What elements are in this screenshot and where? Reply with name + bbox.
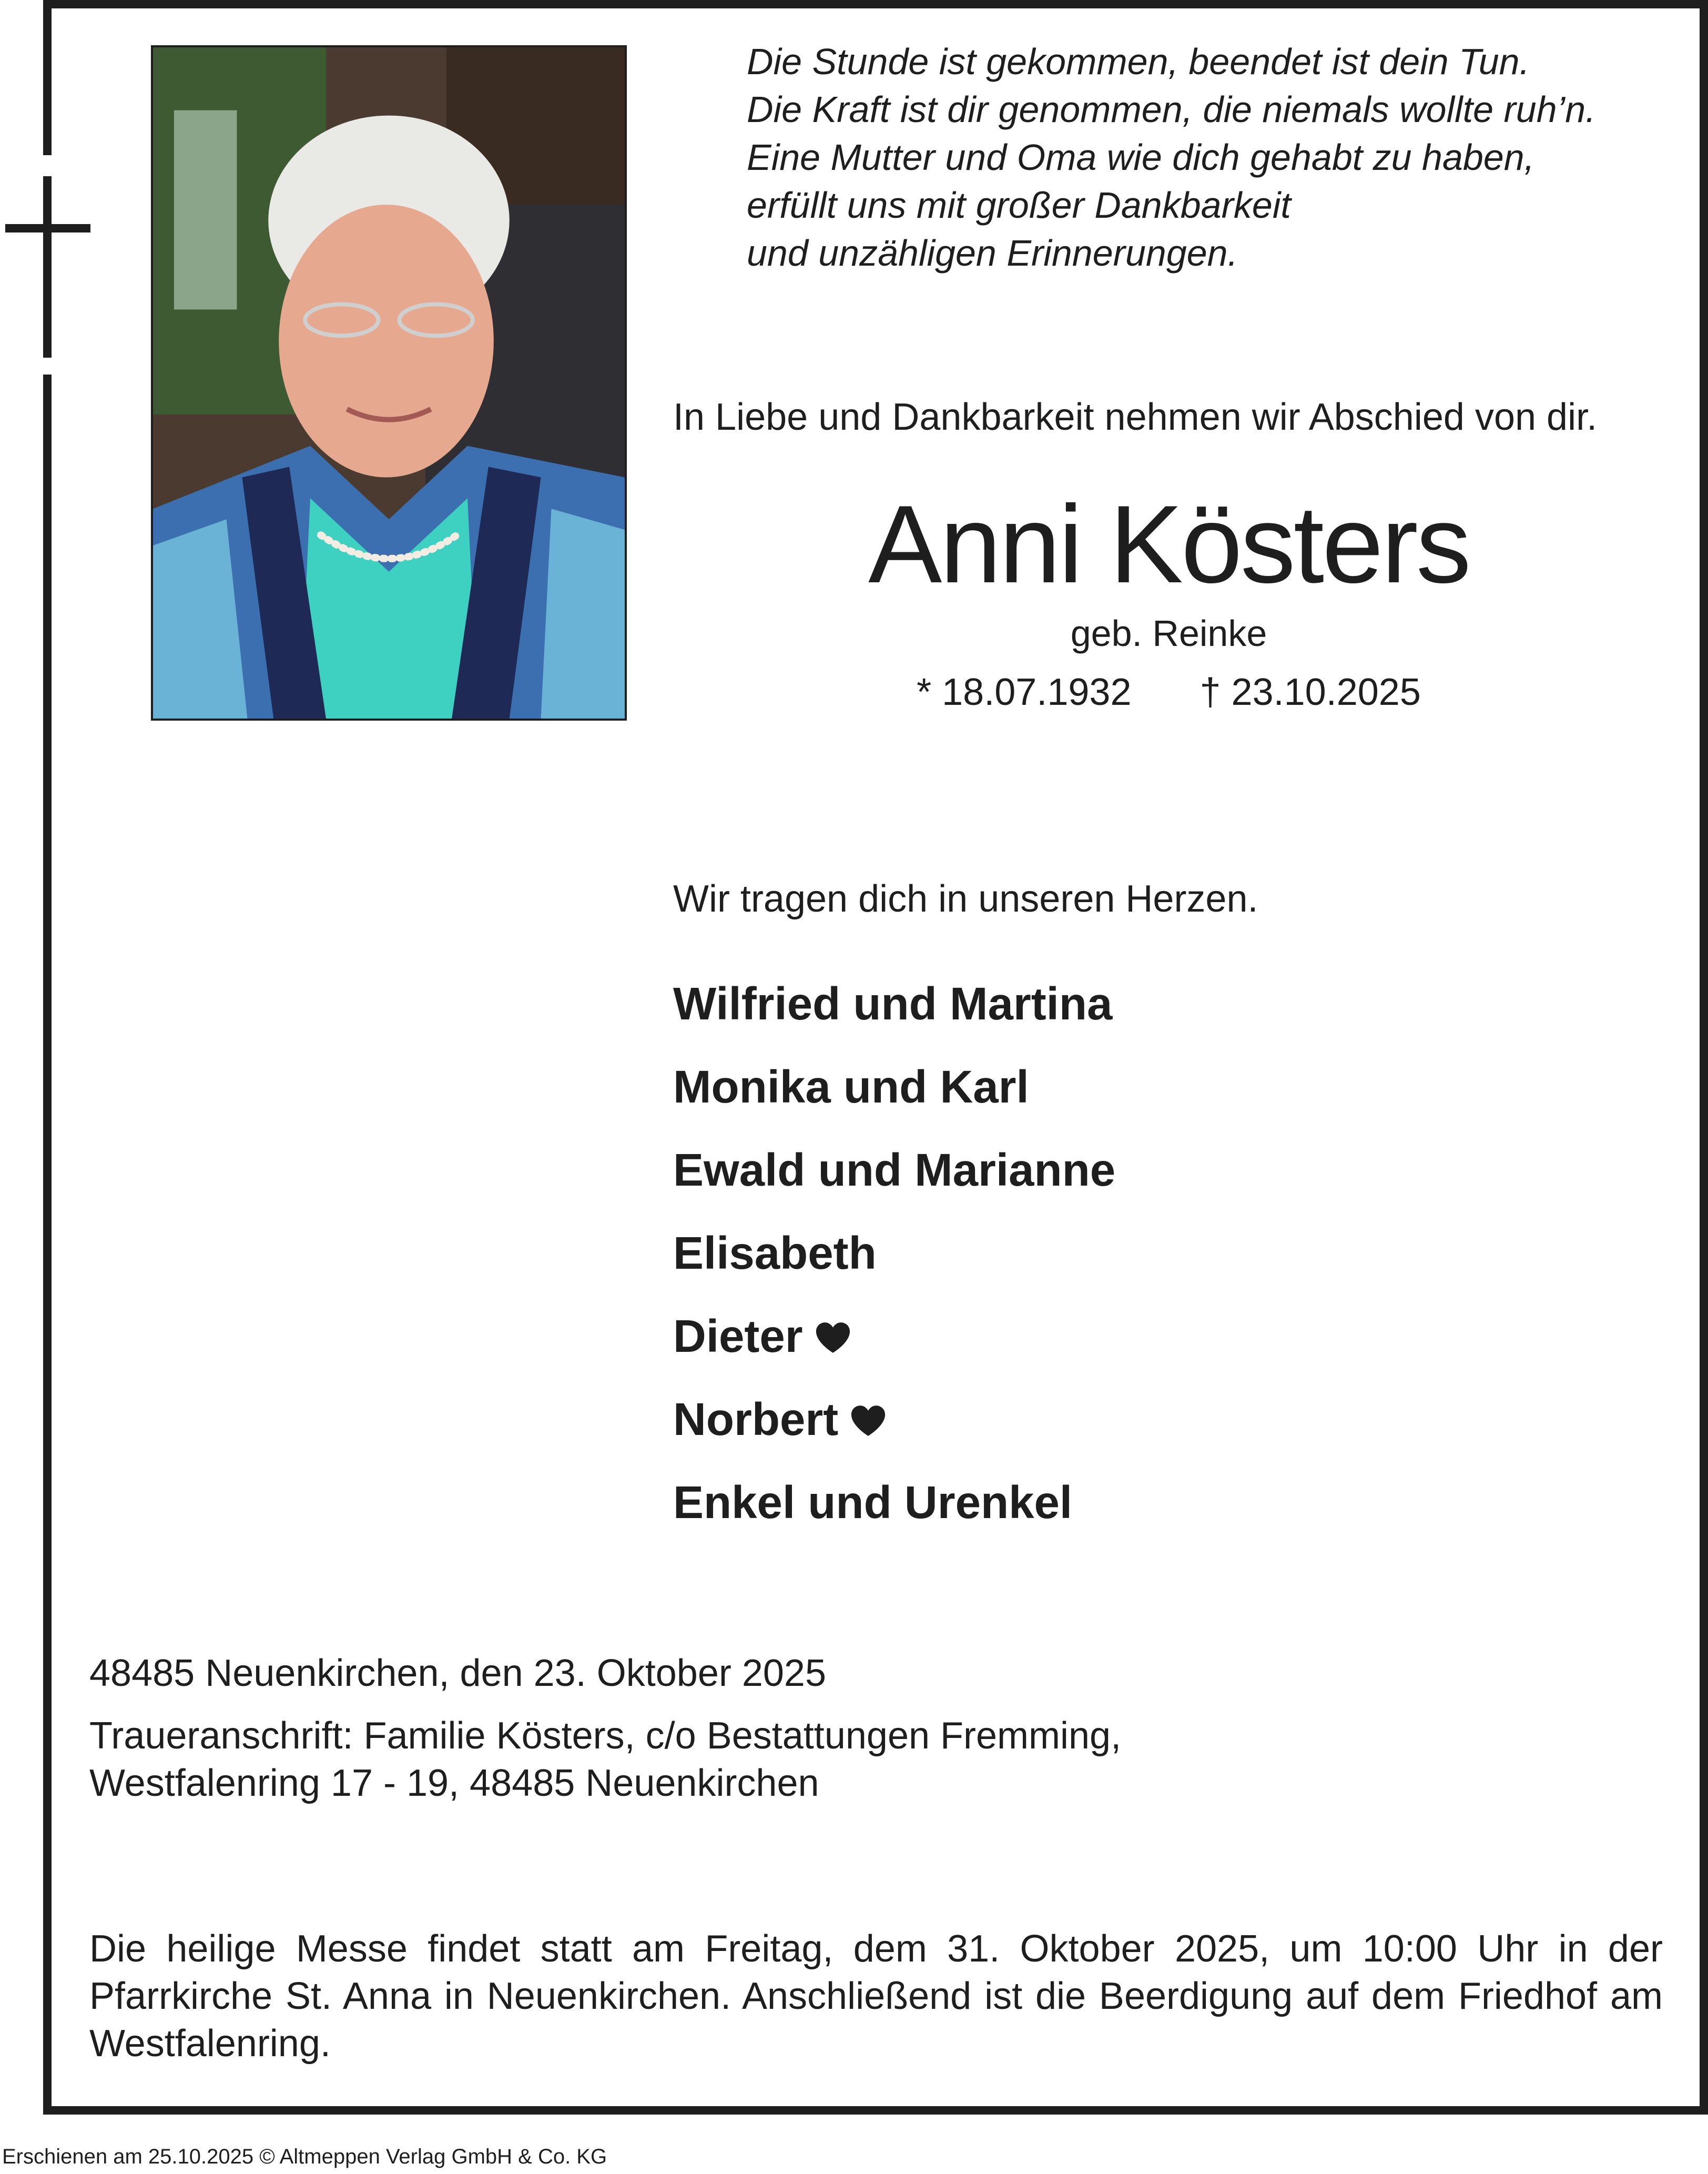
mourner-name: Wilfried und Martina [673,978,1113,1029]
list-item [673,1046,1115,1129]
mourner-name: Ewald und Marianne [673,1145,1116,1196]
list-item [673,1378,1115,1461]
publication-footer: Erschienen am 25.10.2025 © Altmeppen Verlag GmbH & Co. KG [2,2145,607,2168]
mourning-address [89,1712,1121,1807]
frame-top-border [43,0,1708,8]
mourner-name: Dieter [673,1311,803,1362]
cross-icon-bar [5,224,90,232]
list-item [673,1295,1115,1378]
mourner-name: Elisabeth [673,1228,877,1279]
mass-notice: Die heilige Messe findet statt am Freitag, dem 31. Oktober 2025, um 10:00 Uhr in der Pfarrkirche St. Anna in Neuenkirchen. Anschließend ist die Beerdigung auf dem Friedhof am Westfalenring. [89,1928,1663,2065]
heart-icon [850,1404,887,1437]
frame-left-border [43,375,52,2115]
cross-icon [43,176,52,358]
life-dates [673,671,1664,714]
list-item [673,1129,1115,1212]
mourner-name: Enkel und Urenkel [673,1477,1073,1528]
portrait-photo [151,45,627,721]
place-and-date: 48485 Neuenkirchen, den 23. Oktober 2025 [89,1652,827,1694]
poem [747,38,1683,277]
list-item [673,963,1115,1046]
address-line: Westfalenring 17 - 19, 48485 Neuenkirchen [89,1762,819,1804]
mourner-name: Monika und Karl [673,1061,1029,1113]
deceased-name: Anni Kösters [868,482,1469,606]
poem-line: Eine Mutter und Oma wie dich gehabt zu haben, [747,137,1535,178]
poem-line: Die Stunde ist gekommen, beendet ist dein Tun. [747,41,1530,82]
birth-date: * 18.07.1932 [917,671,1132,713]
list-item [673,1461,1115,1544]
poem-line: Die Kraft ist dir genommen, die niemals wollte ruh’n. [747,89,1596,130]
list-item [673,1212,1115,1295]
poem-line: erfüllt uns mit großer Dankbarkeit [747,185,1291,226]
address-line: Traueranschrift: Familie Kösters, c/o Bestattungen Fremming, [89,1715,1122,1757]
poem-line: und unzähligen Erinnerungen. [747,232,1238,274]
frame-left-border [43,0,52,155]
mourners-list [673,963,1115,1544]
mourner-name: Norbert [673,1394,839,1445]
frame-right-border [1700,0,1708,2115]
frame-bottom-border [43,2106,1708,2115]
heart-icon [815,1321,851,1354]
death-date: † 23.10.2025 [1199,671,1421,713]
maiden-name: geb. Reinke [1070,613,1267,654]
mourners-intro: Wir tragen dich in unseren Herzen. [673,878,1258,920]
farewell-intro: In Liebe und Dankbarkeit nehmen wir Abschied von dir. [673,396,1598,438]
